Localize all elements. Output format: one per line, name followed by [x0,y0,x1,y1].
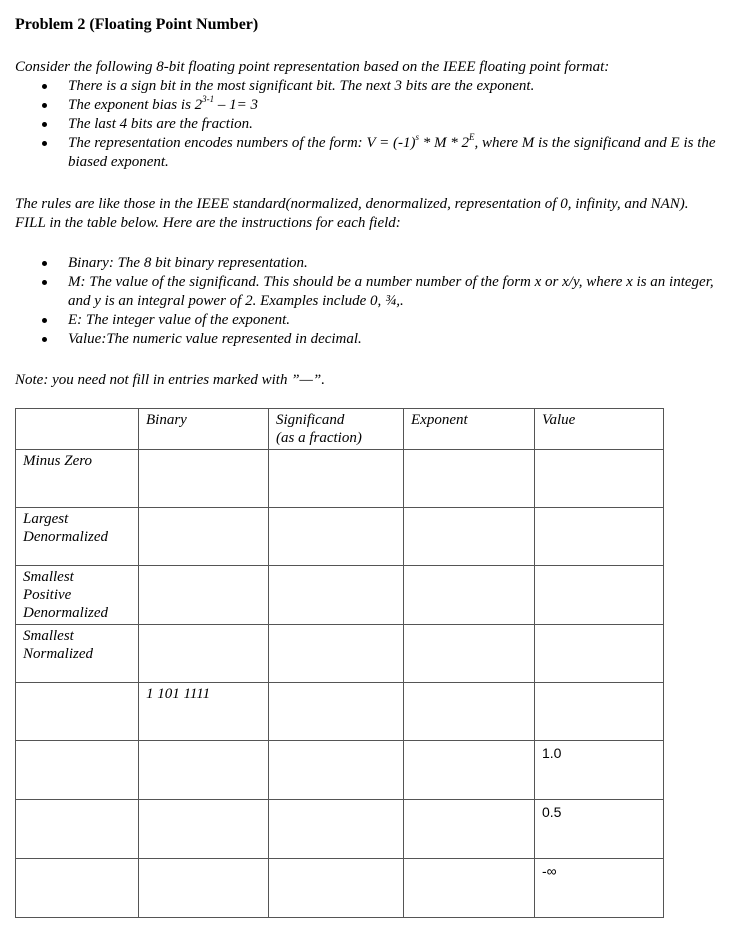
binary-cell [139,859,269,918]
row-label [16,683,139,741]
table-row [16,508,664,566]
row-label [16,859,139,918]
intro-lead: Consider the following 8-bit floating point representation based on the IEEE floating point format: [15,59,610,75]
table-row [16,800,664,859]
instruction-bullets [15,254,720,349]
exponent-cell [404,683,535,741]
significand-cell [269,450,404,508]
value-cell: 1.0 [535,741,664,800]
binary-cell [139,741,269,800]
table-row [16,741,664,800]
value-cell [535,683,664,741]
row-label: Minus Zero [16,450,139,508]
exponent-cell [404,800,535,859]
answer-table [15,408,664,918]
column-header: Significand (as a fraction) [269,409,404,450]
binary-cell: 1 101 1111 [139,683,269,741]
binary-cell [139,800,269,859]
significand-cell [269,508,404,566]
value-cell [535,508,664,566]
column-header [16,409,139,450]
table-row [16,683,664,741]
column-header: Value [535,409,664,450]
row-label: Smallest Normalized [16,625,139,683]
bullet-form: The representation encodes numbers of the form: $V = (-1)^s * M * 2^E$, where M is the significand and E is the biased exponent. [15,134,720,172]
significand-cell [269,800,404,859]
row-label [16,741,139,800]
problem-title: Problem 2 (Floating Point Number) [15,16,259,33]
exponent-cell [404,566,535,625]
instruction-significand: M: The value of the significand. This should be a number number of the form x or x/y, where x is an integer, and y is an integral power of 2. Examples include 0, ¾,. [15,273,720,311]
exponent-cell [404,450,535,508]
binary-cell [139,625,269,683]
bullet-exponent-bias: The exponent bias is 2$^{3-1}$ – 1= 3 [15,96,720,115]
exponent-cell [404,508,535,566]
instructions-section [15,254,720,349]
column-header: Binary [139,409,269,450]
instruction-binary: Binary: The 8 bit binary representation. [15,254,720,273]
value-cell [535,566,664,625]
bullet-sign-bit: There is a sign bit in the most significant bit. The next 3 bits are the exponent. [15,77,720,96]
binary-cell [139,566,269,625]
value-cell [535,450,664,508]
significand-cell [269,859,404,918]
value-cell: -∞ [535,859,664,918]
significand-cell [269,566,404,625]
value-cell: 0.5 [535,800,664,859]
table-row [16,566,664,625]
table-header-row [16,409,664,450]
exponent-cell [404,741,535,800]
column-header: Exponent [404,409,535,450]
rules-paragraph: The rules are like those in the IEEE standard(normalized, denormalized, representation of 0, infinity, and NAN). FILL in the table below. Here are the instructions for each field: [15,196,689,231]
intro-section [15,58,720,172]
significand-cell [269,625,404,683]
table-row [16,625,664,683]
significand-cell [269,683,404,741]
row-label [16,800,139,859]
exponent-cell [404,859,535,918]
intro-bullets [15,77,720,172]
binary-cell [139,450,269,508]
row-label: Smallest Positive Denormalized [16,566,139,625]
significand-cell [269,741,404,800]
value-cell [535,625,664,683]
bullet-fraction: The last 4 bits are the fraction. [15,115,720,134]
table-row [16,450,664,508]
instruction-exponent: E: The integer value of the exponent. [15,311,720,330]
row-label: Largest Denormalized [16,508,139,566]
note: Note: you need not fill in entries marked with ”—”. [15,372,325,388]
binary-cell [139,508,269,566]
table-row [16,859,664,918]
exponent-cell [404,625,535,683]
instruction-value: Value:The numeric value represented in decimal. [15,330,720,349]
